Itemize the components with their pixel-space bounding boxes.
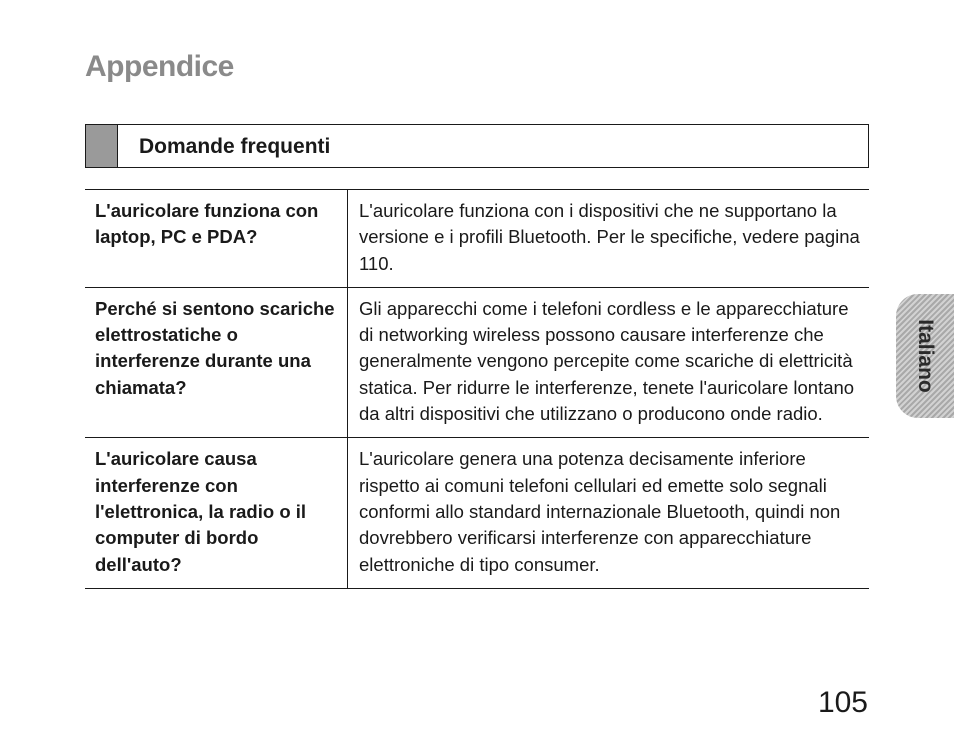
section-header [85,124,869,168]
faq-answer: L'auricolare funziona con i dispositivi che ne supportano la versione e i profili Bluetooth. Per le specifiche, vedere pagina 110. [348,190,870,288]
page-number: 105 [817,686,868,719]
faq-question: Perché si sentono scariche elettrostatiche o interferenze durante una chiamata? [85,287,348,437]
language-tab-label: Italiano [914,319,937,393]
faq-row [85,287,869,437]
faq-answer: Gli apparecchi come i telefoni cordless e le apparecchiature di networking wireless possono causare interferenze che generalmente vengono percepite come scariche di elettricità statica. Per ridurre le interferenze, tenete l'auricolare lontano da altri dispositivi che utilizzano o producono onde radio. [348,287,870,437]
section-marker [86,125,118,167]
faq-question: L'auricolare causa interferenze con l'elettronica, la radio o il computer di bordo dell'auto? [85,438,348,588]
faq-row [85,438,869,588]
faq-question: L'auricolare funziona con laptop, PC e PDA? [85,190,348,288]
page-title: Appendice [85,50,234,83]
faq-row [85,190,869,288]
faq-answer: L'auricolare genera una potenza decisamente inferiore rispetto ai comuni telefoni cellulari ed emette solo segnali conformi allo standard internazionale Bluetooth, quindi non dovrebbero verificarsi interferenze con apparecchiature elettroniche di tipo consumer. [348,438,870,588]
language-tab [896,294,954,418]
faq-table [85,189,869,589]
section-heading: Domande frequenti [139,135,331,158]
